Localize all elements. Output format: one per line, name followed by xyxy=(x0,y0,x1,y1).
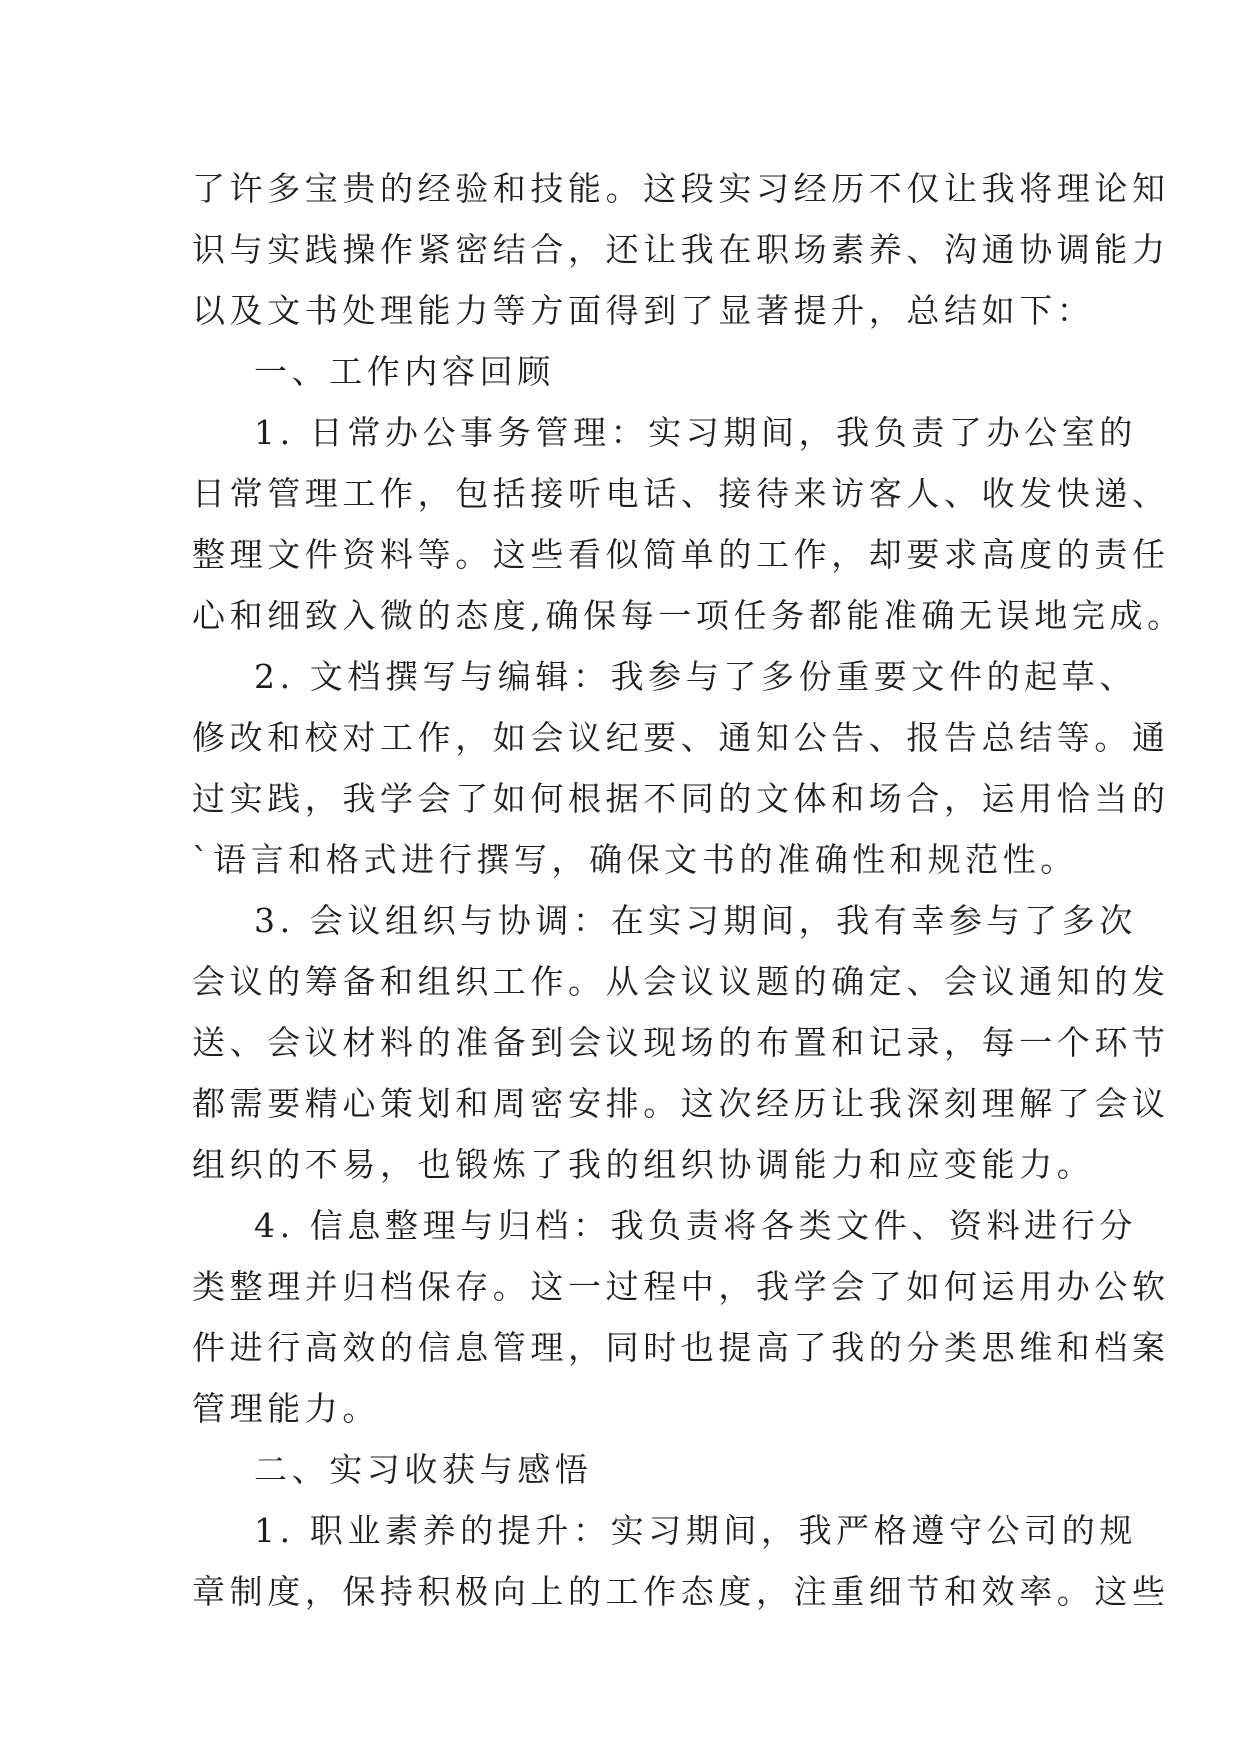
text-line: 识与实践操作紧密结合，还让我在职场素养、沟通协调能力 xyxy=(192,230,1170,269)
text-line: 以及文书处理能力等方面得到了显著提升，总结如下： xyxy=(192,291,1095,330)
text-line: 心和细致入微的态度,确保每一项任务都能准确无误地完成。 xyxy=(192,596,1185,635)
text-line: 送、会议材料的准备到会议现场的布置和记录，每一个环节 xyxy=(192,1023,1170,1062)
text-line: 类整理并归档保存。这一过程中，我学会了如何运用办公软 xyxy=(192,1267,1170,1306)
text-line: 3. 会议组织与协调：在实习期间，我有幸参与了多次 xyxy=(254,901,1137,940)
text-line: 1. 职业素养的提升：实习期间，我严格遵守公司的规 xyxy=(254,1511,1137,1550)
text-line: 整理文件资料等。这些看似简单的工作，却要求高度的责任 xyxy=(192,535,1170,574)
text-line: 4. 信息整理与归档：我负责将各类文件、资料进行分 xyxy=(254,1206,1137,1245)
text-line: 2. 文档撰写与编辑：我参与了多份重要文件的起草、 xyxy=(254,657,1137,696)
section-heading: 二、实习收获与感悟 xyxy=(254,1450,593,1489)
body-text xyxy=(192,158,1185,1622)
text-line: 章制度，保持积极向上的工作态度，注重细节和效率。这些 xyxy=(192,1572,1170,1611)
text-line: 日常管理工作，包括接听电话、接待来访客人、收发快递、 xyxy=(192,474,1170,513)
text-line: 都需要精心策划和周密安排。这次经历让我深刻理解了会议 xyxy=(192,1084,1170,1123)
text-line: 修改和校对工作，如会议纪要、通知公告、报告总结等。通 xyxy=(192,718,1170,757)
text-line: `语言和格式进行撰写，确保文书的准确性和规范性。 xyxy=(192,840,1078,879)
section-heading: 一、工作内容回顾 xyxy=(254,352,555,391)
text-line: 过实践，我学会了如何根据不同的文体和场合，运用恰当的 xyxy=(192,779,1170,818)
text-line: 1. 日常办公事务管理：实习期间，我负责了办公室的 xyxy=(254,413,1137,452)
text-line: 组织的不易，也锻炼了我的组织协调能力和应变能力。 xyxy=(192,1145,1095,1184)
text-line: 管理能力。 xyxy=(192,1389,380,1428)
text-line: 了许多宝贵的经验和技能。这段实习经历不仅让我将理论知 xyxy=(192,169,1170,208)
text-line: 件进行高效的信息管理，同时也提高了我的分类思维和档案 xyxy=(192,1328,1170,1367)
text-line: 会议的筹备和组织工作。从会议议题的确定、会议通知的发 xyxy=(192,962,1170,1001)
